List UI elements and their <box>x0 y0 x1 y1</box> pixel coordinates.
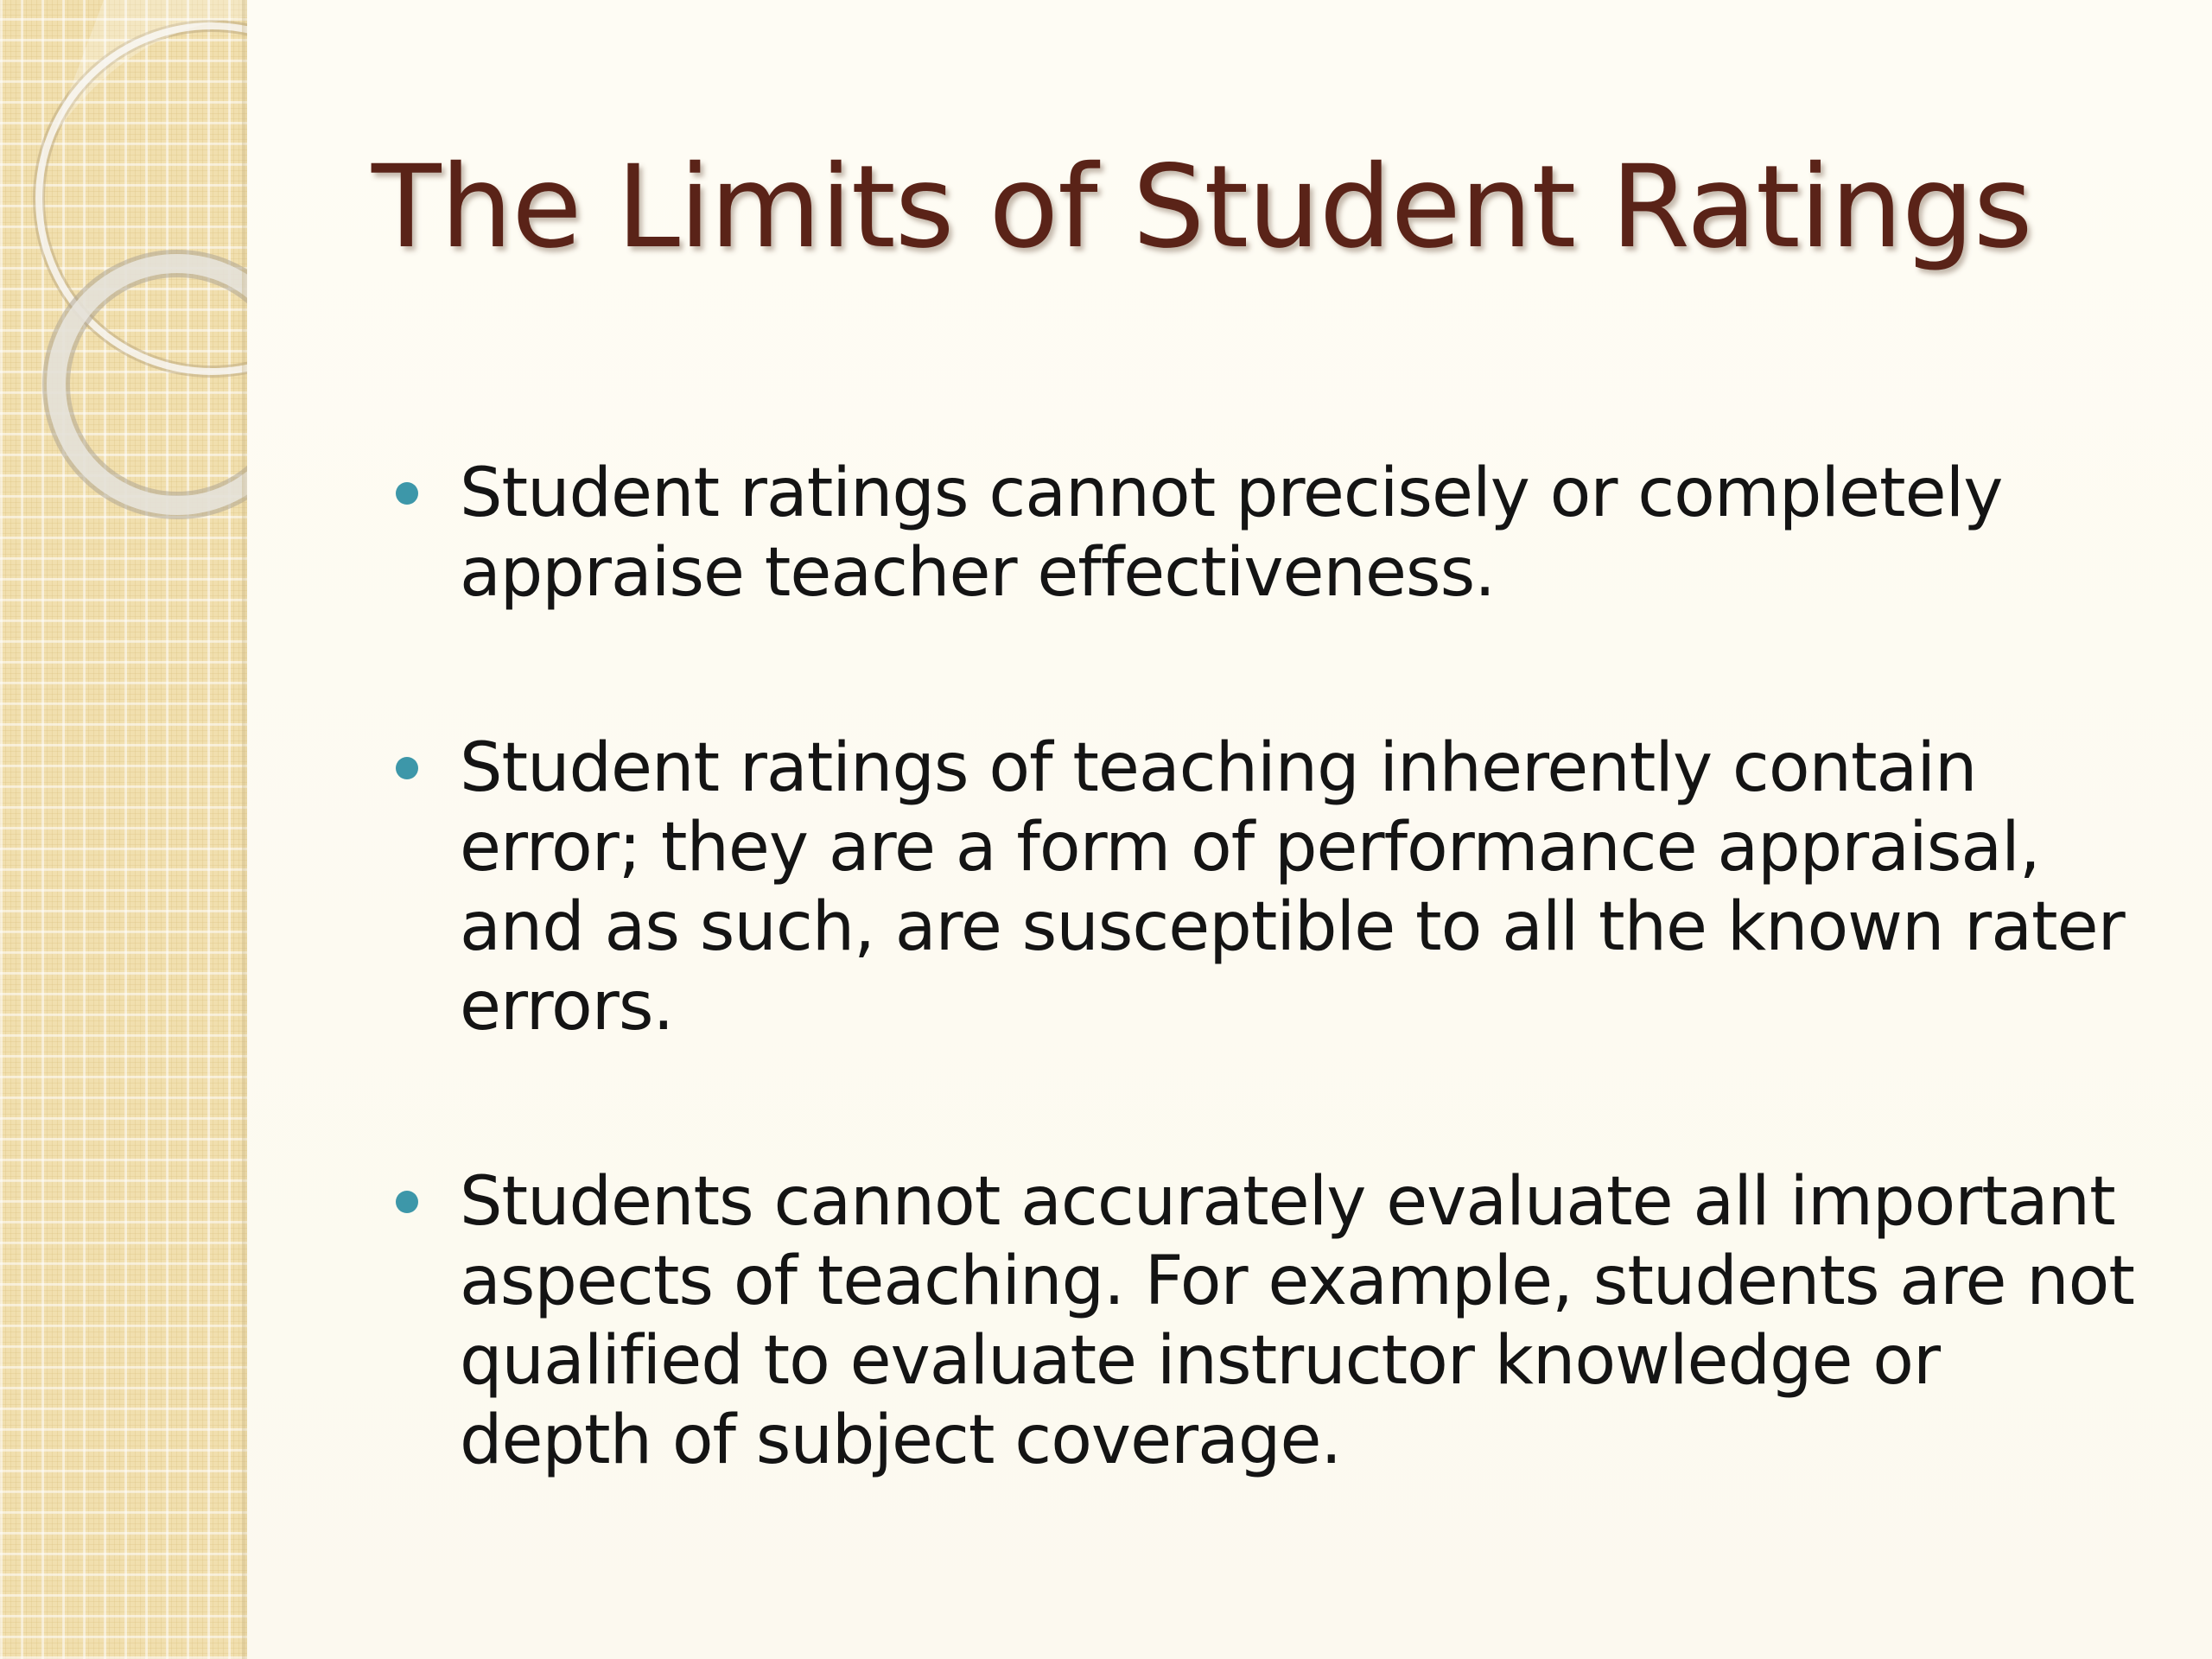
bullet-item <box>380 1162 2152 1480</box>
bullet-dot-icon <box>396 482 418 505</box>
decorative-rings-icon <box>0 0 247 605</box>
bullet-dot-icon <box>396 1191 418 1213</box>
bullet-dot-icon <box>396 757 418 779</box>
bullet-text: Student ratings of teaching inherently contain error; they are a form of performance appraisal, and as such, are susceptible to all the known rater errors. <box>460 729 2125 1046</box>
decorative-side-strip <box>0 0 247 1659</box>
bullet-item <box>380 454 2152 613</box>
slide-title: The Limits of Student Ratings <box>372 141 2032 274</box>
strip-shadow-edge <box>242 0 247 1659</box>
bullet-text: Student ratings cannot precisely or completely appraise teacher effectiveness. <box>460 454 2003 612</box>
bullet-item <box>380 728 2152 1046</box>
bullet-list <box>380 454 2152 1480</box>
bullet-text: Students cannot accurately evaluate all important aspects of teaching. For example, students are not qualified to evaluate instructor knowledge or depth of subject coverage. <box>460 1163 2134 1479</box>
